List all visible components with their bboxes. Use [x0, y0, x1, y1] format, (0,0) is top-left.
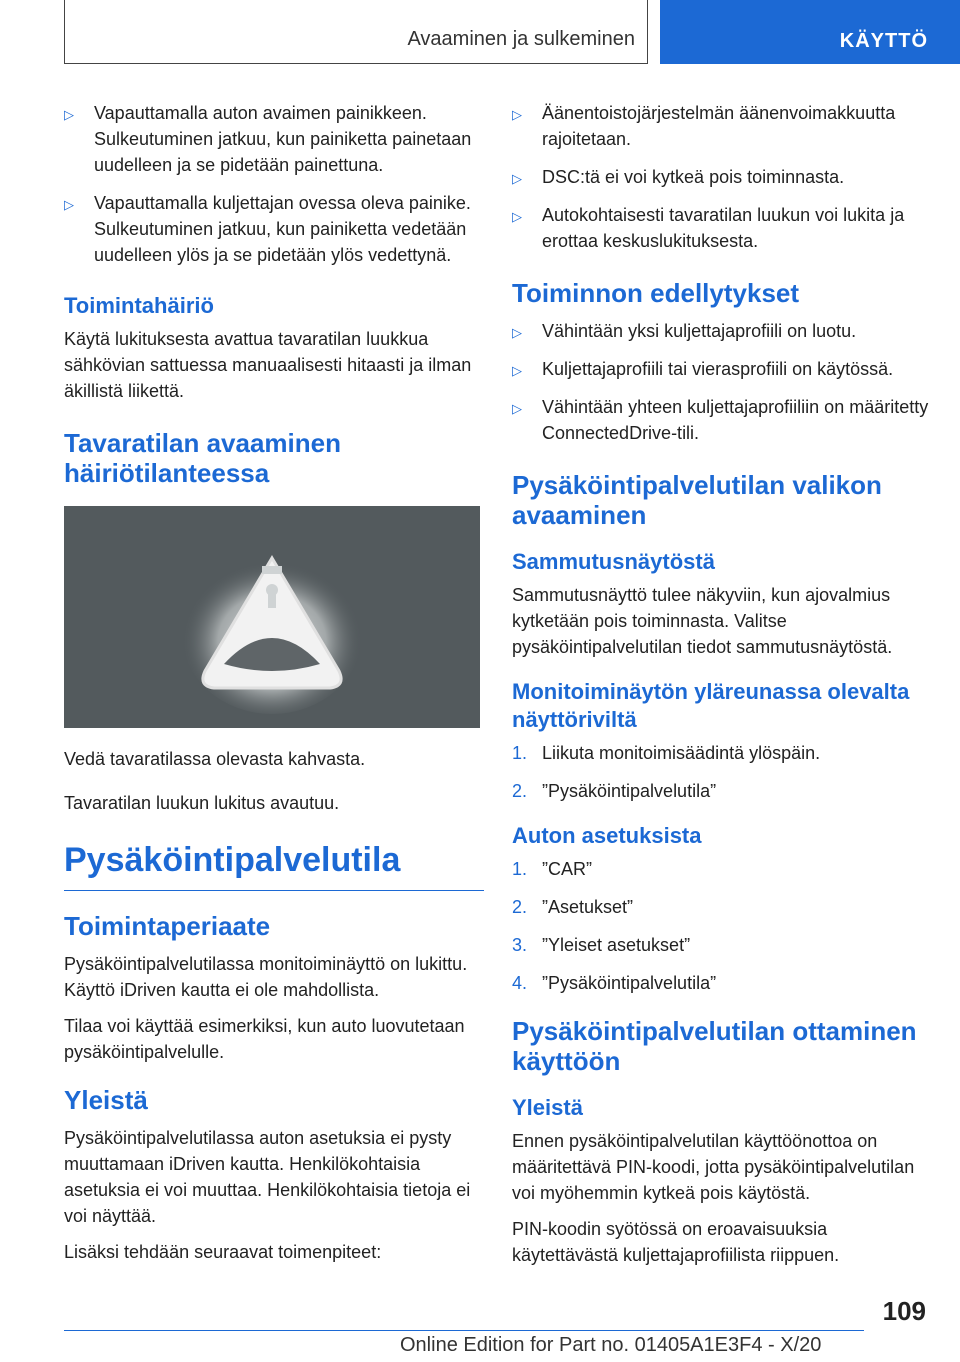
- triangle-bullet-icon: ▷: [512, 401, 522, 416]
- page-number: 109: [882, 1296, 926, 1326]
- left-column: [64, 100, 484, 1275]
- step-item: [512, 932, 932, 958]
- paragraph: Tilaa voi käyttää esimerkiksi, kun auto luovutetaan pysäköintipalvelulle.: [64, 1016, 465, 1062]
- list-item-text: Äänentoistojärjestelmän äänenvoimakkuutta rajoitetaan.: [542, 103, 896, 149]
- heading-pysakointipalvelutila: Pysäköintipalvelutila: [64, 840, 484, 891]
- step-number: 2.: [512, 781, 528, 801]
- heading-valikon-avaaminen: Pysäköintipalvelutilan valikon avaaminen: [512, 470, 882, 530]
- heading-monitoiminaytto: Monitoiminäytön yläreunassa olevalta näyttöriviltä: [512, 679, 910, 732]
- list-item-text: Vapauttamalla kuljettajan ovessa oleva painike. Sulkeutuminen jatkuu, kun painiketta vedetään uudelleen ylös ja se pidetään ylös vedettynä.: [94, 193, 471, 265]
- list-item-text: Vähintään yksi kuljettajaprofiili on luotu.: [542, 321, 857, 341]
- paragraph: Vedä tavaratilassa olevasta kahvasta.: [64, 749, 366, 769]
- triangle-bullet-icon: ▷: [512, 363, 522, 378]
- heading-kayttoonotto: Pysäköintipalvelutilan ottaminen käyttöön: [512, 1016, 917, 1076]
- chapter-tab-label: KÄYTTÖ: [839, 30, 928, 52]
- heading-yleista: Yleistä: [512, 1095, 583, 1120]
- triangle-bullet-icon: ▷: [512, 107, 522, 122]
- list-item: [512, 356, 932, 382]
- trunk-handle-icon: [64, 506, 480, 728]
- heading-edellytykset: Toiminnon edellytykset: [512, 278, 800, 308]
- list-item: [64, 100, 484, 178]
- step-item: [512, 970, 932, 996]
- triangle-bullet-icon: ▷: [64, 107, 74, 122]
- section-title: Avaaminen ja sulkeminen: [407, 28, 635, 50]
- triangle-bullet-icon: ▷: [64, 197, 74, 212]
- step-text: ”Asetukset”: [542, 897, 634, 917]
- triangle-bullet-icon: ▷: [512, 209, 522, 224]
- triangle-bullet-icon: ▷: [512, 325, 522, 340]
- step-item: [512, 894, 932, 920]
- paragraph: Ennen pysäköintipalvelutilan käyttöönottoa on määritettävä PIN-koodi, jotta pysäköintipalvelutilan voi myöhemmin kytkeä pois käytöstä.: [512, 1131, 915, 1203]
- list-item: [512, 164, 932, 190]
- triangle-bullet-icon: ▷: [512, 171, 522, 186]
- heading-toimintahairio: Toimintahäiriö: [64, 293, 214, 318]
- list-item: [512, 394, 932, 446]
- heading-tavaratila: Tavaratilan avaaminen häiriötilanteessa: [64, 428, 341, 488]
- paragraph: Sammutusnäyttö tulee näkyviin, kun ajovalmius kytketään pois toiminnasta. Valitse pysäköintipalvelutilan tiedot sammutusnäytöstä.: [512, 585, 893, 657]
- list-item-text: Kuljettajaprofiili tai vierasprofiili on käytössä.: [542, 359, 894, 379]
- list-item-text: Vähintään yhteen kuljettajaprofiiliin on määritetty ConnectedDrive-tili.: [542, 397, 929, 443]
- step-number: 1.: [512, 859, 528, 879]
- list-item: [512, 318, 932, 344]
- step-text: ”Yleiset asetukset”: [542, 935, 691, 955]
- paragraph: Pysäköintipalvelutilassa auton asetuksia ei pysty muuttamaan iDriven kautta. Henkilökohtaisia asetuksia ei voi muuttaa. Henkilökohtaisia tietoja ei voi näyttää.: [64, 1128, 471, 1226]
- list-item: [512, 202, 932, 254]
- paragraph: Tavaratilan luukun lukitus avautuu.: [64, 793, 340, 813]
- heading-yleista: Yleistä: [64, 1085, 148, 1115]
- step-number: 2.: [512, 897, 528, 917]
- step-number: 1.: [512, 743, 528, 763]
- list-item-text: Autokohtaisesti tavaratilan luukun voi lukita ja erottaa keskuslukituksesta.: [542, 205, 905, 251]
- trunk-handle-image: [64, 506, 480, 728]
- step-number: 3.: [512, 935, 528, 955]
- step-item: [512, 778, 932, 804]
- paragraph: Lisäksi tehdään seuraavat toimenpiteet:: [64, 1242, 382, 1262]
- list-item-text: Vapauttamalla auton avaimen painikkeen. Sulkeutuminen jatkuu, kun painiketta painetaan uudelleen ja se pidetään painettuna.: [94, 103, 472, 175]
- step-text: Liikuta monitoimisäädintä ylöspäin.: [542, 743, 821, 763]
- step-number: 4.: [512, 973, 528, 993]
- paragraph: Käytä lukituksesta avattua tavaratilan luukkua sähkövian sattuessa manuaalisesti hitaasti ja ilman äkillistä liikettä.: [64, 329, 472, 401]
- step-text: ”Pysäköintipalvelutila”: [542, 973, 717, 993]
- list-item: [64, 190, 484, 268]
- step-item: [512, 740, 932, 766]
- paragraph: PIN-koodin syötössä on eroavaisuuksia käytettävästä kuljettajaprofiilista riippuen.: [512, 1219, 840, 1265]
- heading-toimintaperiaate: Toimintaperiaate: [64, 911, 271, 941]
- edition-text: Online Edition for Part no. 01405A1E3F4 - X/20: [400, 1334, 822, 1356]
- step-text: ”Pysäköintipalvelutila”: [542, 781, 717, 801]
- heading-sammutusnaytosta: Sammutusnäytöstä: [512, 549, 715, 574]
- step-item: [512, 856, 932, 882]
- footer-divider: [64, 1330, 864, 1331]
- right-column: [512, 100, 932, 1278]
- list-item-text: DSC:tä ei voi kytkeä pois toiminnasta.: [542, 167, 845, 187]
- heading-auton-asetuksista: Auton asetuksista: [512, 823, 702, 848]
- paragraph: Pysäköintipalvelutilassa monitoiminäyttö on lukittu. Käyttö iDriven kautta ei ole mahdollista.: [64, 954, 468, 1000]
- list-item: [512, 100, 932, 152]
- header-box: [64, 0, 648, 64]
- step-text: ”CAR”: [542, 859, 592, 879]
- chapter-tab[interactable]: [660, 0, 960, 64]
